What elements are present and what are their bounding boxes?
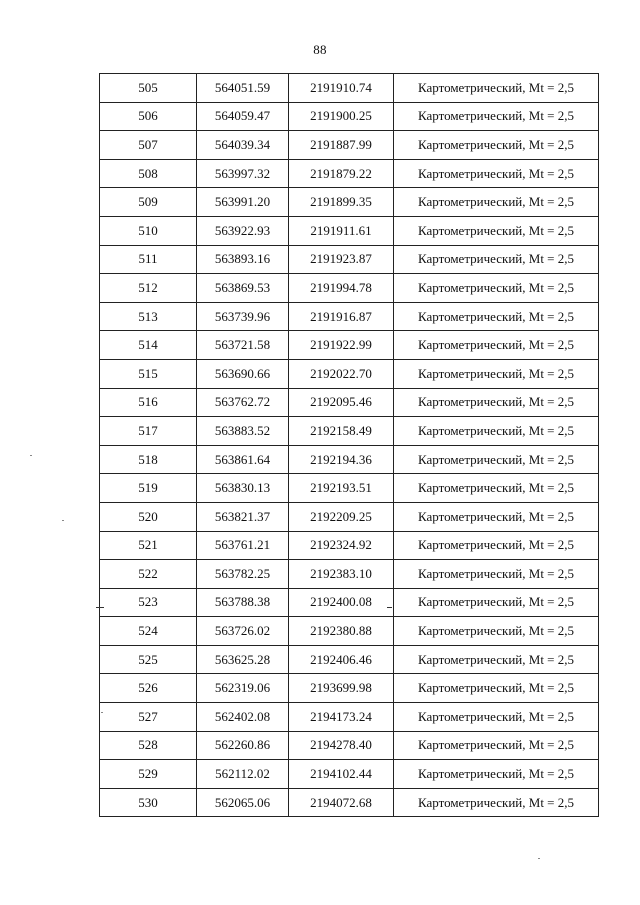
- scan-mark: [96, 607, 104, 608]
- y-coordinate-cell: 2192095.46: [289, 388, 394, 417]
- y-coordinate-cell: 2191887.99: [289, 131, 394, 160]
- method-cell: Картометрический, Mt = 2,5: [394, 760, 599, 789]
- point-number-cell: 519: [100, 474, 197, 503]
- x-coordinate-cell: 563782.25: [197, 560, 289, 589]
- x-coordinate-cell: 563821.37: [197, 502, 289, 531]
- table-row: [100, 502, 599, 531]
- x-coordinate-cell: 563690.66: [197, 359, 289, 388]
- y-coordinate-cell: 2192194.36: [289, 445, 394, 474]
- x-coordinate-cell: 564039.34: [197, 131, 289, 160]
- table-row: [100, 188, 599, 217]
- x-coordinate-cell: 563883.52: [197, 417, 289, 446]
- method-cell: Картометрический, Mt = 2,5: [394, 417, 599, 446]
- table-row: [100, 531, 599, 560]
- table-row: [100, 674, 599, 703]
- scan-speck: [101, 712, 103, 713]
- x-coordinate-cell: 563997.32: [197, 159, 289, 188]
- method-cell: Картометрический, Mt = 2,5: [394, 102, 599, 131]
- method-cell: Картометрический, Mt = 2,5: [394, 159, 599, 188]
- method-cell: Картометрический, Mt = 2,5: [394, 617, 599, 646]
- table-row: [100, 302, 599, 331]
- y-coordinate-cell: 2191899.35: [289, 188, 394, 217]
- y-coordinate-cell: 2191923.87: [289, 245, 394, 274]
- method-cell: Картометрический, Mt = 2,5: [394, 359, 599, 388]
- y-coordinate-cell: 2192380.88: [289, 617, 394, 646]
- table-row: [100, 788, 599, 817]
- method-cell: Картометрический, Mt = 2,5: [394, 703, 599, 732]
- method-cell: Картометрический, Mt = 2,5: [394, 216, 599, 245]
- x-coordinate-cell: 562065.06: [197, 788, 289, 817]
- point-number-cell: 517: [100, 417, 197, 446]
- table-row: [100, 760, 599, 789]
- method-cell: Картометрический, Mt = 2,5: [394, 645, 599, 674]
- y-coordinate-cell: 2192406.46: [289, 645, 394, 674]
- table-row: [100, 131, 599, 160]
- point-number-cell: 514: [100, 331, 197, 360]
- point-number-cell: 530: [100, 788, 197, 817]
- y-coordinate-cell: 2192158.49: [289, 417, 394, 446]
- table-row: [100, 617, 599, 646]
- method-cell: Картометрический, Mt = 2,5: [394, 274, 599, 303]
- method-cell: Картометрический, Mt = 2,5: [394, 588, 599, 617]
- y-coordinate-cell: 2191910.74: [289, 74, 394, 103]
- y-coordinate-cell: 2194173.24: [289, 703, 394, 732]
- x-coordinate-cell: 563922.93: [197, 216, 289, 245]
- point-number-cell: 508: [100, 159, 197, 188]
- table-row: [100, 388, 599, 417]
- y-coordinate-cell: 2194072.68: [289, 788, 394, 817]
- x-coordinate-cell: 563861.64: [197, 445, 289, 474]
- table-row: [100, 588, 599, 617]
- method-cell: Картометрический, Mt = 2,5: [394, 131, 599, 160]
- y-coordinate-cell: 2192209.25: [289, 502, 394, 531]
- method-cell: Картометрический, Mt = 2,5: [394, 245, 599, 274]
- point-number-cell: 507: [100, 131, 197, 160]
- method-cell: Картометрический, Mt = 2,5: [394, 788, 599, 817]
- table-row: [100, 445, 599, 474]
- y-coordinate-cell: 2194278.40: [289, 731, 394, 760]
- x-coordinate-cell: 562112.02: [197, 760, 289, 789]
- method-cell: Картометрический, Mt = 2,5: [394, 674, 599, 703]
- method-cell: Картометрический, Mt = 2,5: [394, 531, 599, 560]
- point-number-cell: 523: [100, 588, 197, 617]
- method-cell: Картометрический, Mt = 2,5: [394, 388, 599, 417]
- point-number-cell: 518: [100, 445, 197, 474]
- point-number-cell: 516: [100, 388, 197, 417]
- point-number-cell: 521: [100, 531, 197, 560]
- method-cell: Картометрический, Mt = 2,5: [394, 731, 599, 760]
- y-coordinate-cell: 2191994.78: [289, 274, 394, 303]
- table-row: [100, 274, 599, 303]
- method-cell: Картометрический, Mt = 2,5: [394, 560, 599, 589]
- point-number-cell: 520: [100, 502, 197, 531]
- y-coordinate-cell: 2192193.51: [289, 474, 394, 503]
- point-number-cell: 505: [100, 74, 197, 103]
- x-coordinate-cell: 563830.13: [197, 474, 289, 503]
- table-row: [100, 331, 599, 360]
- x-coordinate-cell: 564051.59: [197, 74, 289, 103]
- method-cell: Картометрический, Mt = 2,5: [394, 302, 599, 331]
- point-number-cell: 513: [100, 302, 197, 331]
- table-row: [100, 102, 599, 131]
- method-cell: Картометрический, Mt = 2,5: [394, 331, 599, 360]
- table-row: [100, 474, 599, 503]
- table-row: [100, 731, 599, 760]
- table-row: [100, 359, 599, 388]
- scan-mark: [387, 607, 392, 608]
- table-row: [100, 417, 599, 446]
- point-number-cell: 509: [100, 188, 197, 217]
- x-coordinate-cell: 562260.86: [197, 731, 289, 760]
- point-number-cell: 527: [100, 703, 197, 732]
- point-number-cell: 511: [100, 245, 197, 274]
- point-number-cell: 510: [100, 216, 197, 245]
- method-cell: Картометрический, Mt = 2,5: [394, 474, 599, 503]
- scan-speck: [538, 858, 540, 859]
- point-number-cell: 522: [100, 560, 197, 589]
- x-coordinate-cell: 563869.53: [197, 274, 289, 303]
- page-number: 88: [313, 42, 327, 57]
- x-coordinate-cell: 563893.16: [197, 245, 289, 274]
- x-coordinate-cell: 563739.96: [197, 302, 289, 331]
- point-number-cell: 529: [100, 760, 197, 789]
- x-coordinate-cell: 563788.38: [197, 588, 289, 617]
- point-number-cell: 506: [100, 102, 197, 131]
- table-row: [100, 74, 599, 103]
- y-coordinate-cell: 2192324.92: [289, 531, 394, 560]
- y-coordinate-cell: 2192400.08: [289, 588, 394, 617]
- y-coordinate-cell: 2191922.99: [289, 331, 394, 360]
- y-coordinate-cell: 2191900.25: [289, 102, 394, 131]
- y-coordinate-cell: 2192022.70: [289, 359, 394, 388]
- coordinates-table: [99, 73, 599, 817]
- point-number-cell: 515: [100, 359, 197, 388]
- coordinates-table-body: [100, 74, 599, 817]
- table-row: [100, 216, 599, 245]
- y-coordinate-cell: 2191916.87: [289, 302, 394, 331]
- scan-speck: [30, 455, 32, 456]
- point-number-cell: 512: [100, 274, 197, 303]
- table-row: [100, 159, 599, 188]
- point-number-cell: 524: [100, 617, 197, 646]
- x-coordinate-cell: 563721.58: [197, 331, 289, 360]
- table-row: [100, 703, 599, 732]
- table-row: [100, 245, 599, 274]
- y-coordinate-cell: 2191879.22: [289, 159, 394, 188]
- method-cell: Картометрический, Mt = 2,5: [394, 188, 599, 217]
- point-number-cell: 528: [100, 731, 197, 760]
- y-coordinate-cell: 2194102.44: [289, 760, 394, 789]
- table-row: [100, 560, 599, 589]
- x-coordinate-cell: 563991.20: [197, 188, 289, 217]
- method-cell: Картометрический, Mt = 2,5: [394, 74, 599, 103]
- x-coordinate-cell: 563761.21: [197, 531, 289, 560]
- x-coordinate-cell: 563726.02: [197, 617, 289, 646]
- x-coordinate-cell: 562319.06: [197, 674, 289, 703]
- method-cell: Картометрический, Mt = 2,5: [394, 502, 599, 531]
- x-coordinate-cell: 563625.28: [197, 645, 289, 674]
- y-coordinate-cell: 2191911.61: [289, 216, 394, 245]
- y-coordinate-cell: 2192383.10: [289, 560, 394, 589]
- point-number-cell: 526: [100, 674, 197, 703]
- x-coordinate-cell: 563762.72: [197, 388, 289, 417]
- y-coordinate-cell: 2193699.98: [289, 674, 394, 703]
- x-coordinate-cell: 562402.08: [197, 703, 289, 732]
- scan-speck: [62, 520, 64, 521]
- x-coordinate-cell: 564059.47: [197, 102, 289, 131]
- table-row: [100, 645, 599, 674]
- method-cell: Картометрический, Mt = 2,5: [394, 445, 599, 474]
- point-number-cell: 525: [100, 645, 197, 674]
